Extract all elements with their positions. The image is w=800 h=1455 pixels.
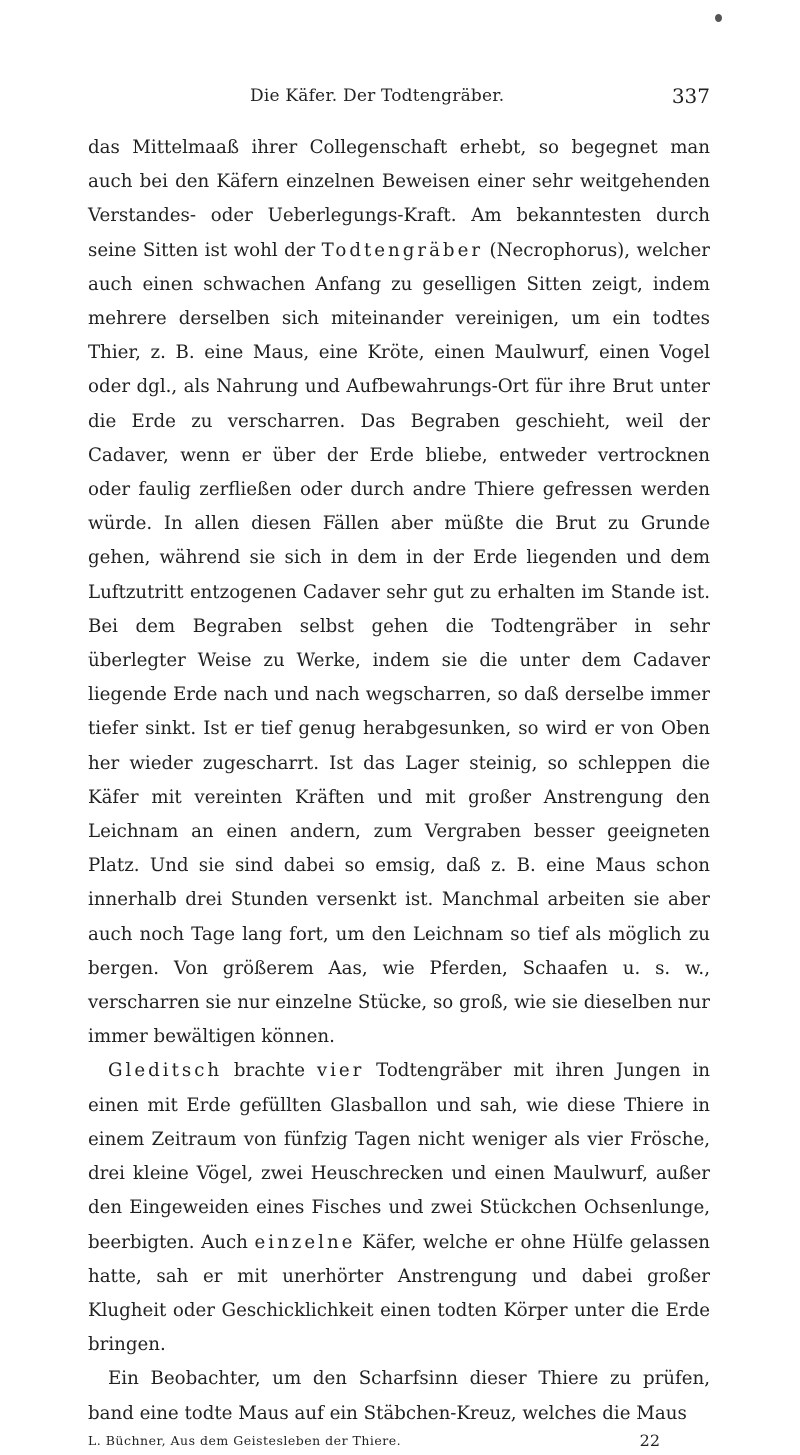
- text-run: Todtengräber mit ihren Jungen in einen mit Erde gefüllten Glasballon und sah, wie diese Thiere in einem Zeitraum von fünfzig Tagen nicht weniger als vier Frösche, drei kleine Vögel, zwei Heuschrecken und einen Maulwurf, außer den Eingeweiden eines Fisches und zwei Stückchen Ochsenlunge, beerbigten. Auch: [88, 1060, 710, 1253]
- sheet-number: 22: [639, 1430, 660, 1450]
- book-page: [88, 78, 710, 1455]
- emphasized-text: einzelne: [254, 1231, 356, 1253]
- text-run: brachte: [222, 1060, 317, 1082]
- emphasized-text: Gleditsch: [108, 1060, 223, 1082]
- text-run: das Mittelmaaß ihrer Collegenschaft erhebt, so begegnet man auch bei den Käfern einzelnen Beweisen einer sehr weitgehenden Verstandes- oder Ueberlegungs-Kraft. Am bekanntesten durch seine Sitten ist wohl der: [88, 137, 710, 261]
- body-text: [88, 131, 710, 1431]
- text-run: (Necrophorus), welcher auch einen schwachen Anfang zu geselligen Sitten zeigt, indem mehrere derselben sich miteinander vereinigen, um ein todtes Thier, z. B. eine Maus, eine Kröte, einen Maulwurf, einen Vogel oder dgl., als Nahrung und Aufbewahrungs-Ort für ihre Brut unter die Erde zu verscharren. Das Begraben geschieht, weil der Cadaver, wenn er über der Erde bliebe, entweder vertrocknen oder faulig zerfließen oder durch andre Thiere gefressen werden würde. In allen diesen Fällen aber müßte die Brut zu Grunde gehen, während sie sich in dem in der Erde liegenden und dem Luftzutritt entzogenen Cadaver sehr gut zu erhalten im Stande ist. Bei dem Begraben selbst gehen die Todtengräber in sehr überlegter Weise zu Werke, indem sie die unter dem Cadaver liegende Erde nach und nach wegscharren, so daß derselbe immer tiefer sinkt. Ist er tief genug herabgesunken, so wird er von Oben her wieder zugescharrt. Ist das Lager steinig, so schleppen die Käfer mit vereinten Kräften und mit großer Anstrengung den Leichnam an einen andern, zum Vergraben besser geeigneten Platz. Und sie sind dabei so emsig, daß z. B. eine Maus schon innerhalb drei Stunden versenkt ist. Manchmal arbeiten sie aber auch noch Tage lang fort, um den Leichnam so tief als möglich zu bergen. Von größerem Aas, wie Pferden, Schaafen u. s. w., verscharren sie nur einzelne Stücke, so groß, wie sie dieselben nur immer bewältigen können.: [88, 239, 710, 1048]
- running-title: Die Käfer. Der Todtengräber.: [250, 86, 505, 106]
- footer-signature: L. Büchner, Aus dem Geistesleben der Thiere.: [88, 1432, 402, 1448]
- page-number: 337: [671, 84, 710, 108]
- ink-spot: [715, 14, 722, 22]
- emphasized-text: vier: [316, 1060, 365, 1082]
- paragraph: [88, 131, 710, 1054]
- text-run: Käfer, welche er ohne Hülfe gelassen hatte, sah er mit unerhörter Anstrengung und dabei großer Klugheit oder Geschicklichkeit einen todten Körper unter die Erde bringen.: [88, 1231, 710, 1356]
- emphasized-text: Todtengräber: [321, 239, 484, 261]
- paragraph: [88, 1362, 710, 1430]
- page-footer: [88, 1430, 710, 1455]
- paragraph: [88, 1054, 710, 1362]
- page-header: [88, 78, 710, 111]
- text-run: Ein Beobachter, um den Scharfsinn dieser Thiere zu prüfen, band eine todte Maus auf ein Stäbchen-Kreuz, welches die Maus: [88, 1368, 710, 1424]
